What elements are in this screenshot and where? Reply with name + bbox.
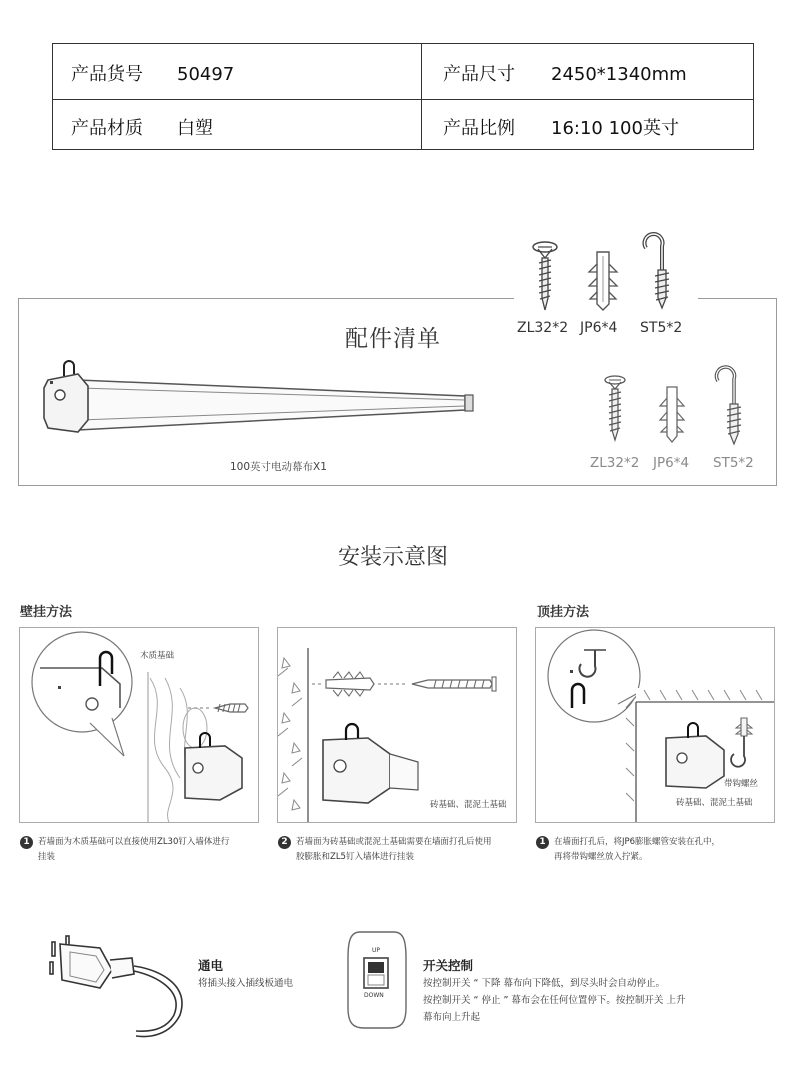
step-number-badge: 1 xyxy=(20,836,33,849)
step-number-badge: 2 xyxy=(278,836,291,849)
spec-ratio xyxy=(443,114,679,140)
spec-ratio-value: 16:10 100英寸 xyxy=(551,118,679,139)
acc-top-label-anchor: JP6*4 xyxy=(580,320,618,336)
acc-bottom-label-hook: ST5*2 xyxy=(713,455,754,471)
power-text: 将插头接入插线板通电 xyxy=(198,978,294,989)
spec-product-no xyxy=(71,60,234,86)
acc-top-label-screw: ZL32*2 xyxy=(517,320,569,336)
spec-product-no-value: 50497 xyxy=(177,64,235,85)
spec-product-no-label: 产品货号 xyxy=(71,64,143,85)
hook-screw-label: 带钩螺丝 xyxy=(724,779,759,789)
switch-line-3: 幕布向上升起 xyxy=(423,1012,481,1023)
power-title: 通电 xyxy=(198,958,224,973)
switch-line-1: 按控制开关 “ 下降 幕布向下降低，到尽头时会自动停止。 xyxy=(423,978,665,989)
spec-material-value: 白塑 xyxy=(177,118,213,139)
brick-base-label: 砖基础、混泥土基础 xyxy=(430,800,507,810)
step-number-badge: 1 xyxy=(536,836,549,849)
wall-brick-note-line: 胶膨胀和ZL5钉入墙体进行挂装 xyxy=(296,852,414,862)
ceiling-diagram xyxy=(536,628,775,823)
hook-screw-icon xyxy=(712,364,752,448)
wall-brick-panel xyxy=(277,627,517,823)
install-title: 安装示意图 xyxy=(338,545,449,570)
table-divider-vertical xyxy=(421,44,422,149)
power-plug-icon xyxy=(40,930,190,1040)
wall-wood-note xyxy=(38,835,229,865)
switch-down-label: DOWN xyxy=(364,992,384,999)
acc-bottom-label-anchor: JP6*4 xyxy=(653,455,690,471)
wall-wood-note-line: 挂装 xyxy=(38,852,56,862)
anchor-icon xyxy=(585,248,621,312)
wall-brick-diagram xyxy=(278,628,517,823)
screen-caption: 100英寸电动幕布X1 xyxy=(230,461,327,473)
switch-up-label: UP xyxy=(372,947,381,954)
accessories-title: 配件清单 xyxy=(345,326,441,352)
ceiling-note-line: 在墙面打孔后，将JP6膨胀螺管安装在孔中， xyxy=(554,837,721,847)
ceiling-mount-heading: 顶挂方法 xyxy=(537,605,590,620)
hook-screw-icon xyxy=(640,232,680,312)
wall-wood-panel xyxy=(19,627,259,823)
spec-material xyxy=(71,114,213,140)
wall-wood-note-line: 若墙面为木质基础可以直接使用ZL30钉入墙体进行 xyxy=(38,837,230,847)
switch-line-2: 按控制开关 “ 停止 ” 幕布会在任何位置停下。按控制开关 上升 xyxy=(423,995,686,1006)
anchor-icon xyxy=(656,384,688,444)
acc-bottom-label-screw: ZL32*2 xyxy=(590,455,640,471)
spec-material-label: 产品材质 xyxy=(71,118,143,139)
spec-table xyxy=(52,43,754,150)
screw-icon xyxy=(598,372,632,446)
switch-title: 开关控制 xyxy=(423,958,474,973)
wall-mount-heading: 壁挂方法 xyxy=(20,605,73,620)
acc-top-label-hook: ST5*2 xyxy=(640,320,683,336)
spec-ratio-label: 产品比例 xyxy=(443,118,515,139)
spec-size-label: 产品尺寸 xyxy=(443,64,515,85)
wall-brick-note-line: 若墙面为砖基础或混泥土基础需要在墙面打孔后使用 xyxy=(296,837,492,847)
screw-icon xyxy=(525,238,565,316)
wood-base-label: 木质基础 xyxy=(140,651,175,661)
screen-tube-icon xyxy=(40,358,480,438)
ceiling-note-line: 再将带钩螺丝放入拧紧。 xyxy=(554,852,648,862)
switch-panel-icon xyxy=(346,928,408,1032)
spec-size-value: 2450*1340mm xyxy=(551,64,687,85)
ceiling-note xyxy=(554,835,720,865)
spec-size xyxy=(443,60,687,86)
table-divider-horizontal xyxy=(53,99,753,100)
ceiling-base-label: 砖基础、混泥土基础 xyxy=(676,798,753,808)
ceiling-panel xyxy=(535,627,775,823)
wall-brick-note xyxy=(296,835,492,865)
